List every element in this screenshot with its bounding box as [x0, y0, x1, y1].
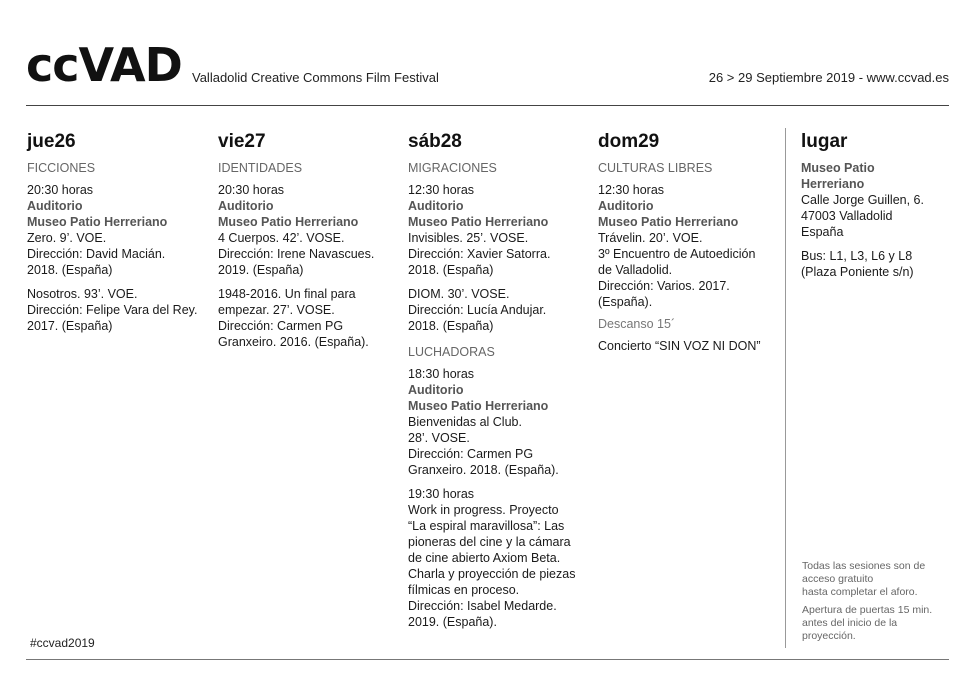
film-entry — [598, 230, 773, 310]
film-line: Dirección: Felipe Vara del Rey. — [27, 303, 198, 317]
address-line: España — [801, 225, 844, 239]
note-line: antes del inicio de la — [802, 617, 898, 629]
film-entry — [408, 286, 588, 334]
festival-dates: 26 > 29 Septiembre 2019 - www.ccvad.es — [708, 70, 949, 85]
venue-name: Museo Patio Herreriano — [218, 215, 359, 229]
address-line: 47003 Valladolid — [801, 209, 893, 223]
column-divider — [785, 128, 786, 648]
day-heading: dom29 — [598, 131, 660, 152]
film-line: Nosotros. 93’. VOE. — [27, 287, 138, 301]
venue-name: Museo Patio Herreriano — [27, 215, 168, 229]
film-line: (España). — [598, 295, 653, 309]
note-line: Todas las sesiones son de — [802, 560, 926, 572]
festival-subtitle: Valladolid Creative Commons Film Festival — [192, 70, 439, 85]
film-line: Dirección: Xavier Satorra. — [408, 247, 551, 261]
film-line: 1948-2016. Un final para — [218, 287, 356, 301]
venue-name: Museo Patio Herreriano — [408, 399, 549, 413]
film-line: fílmicas en proceso. — [408, 583, 520, 597]
film-line: 4 Cuerpos. 42’. VOSE. — [218, 231, 345, 245]
concert-label: Concierto “SIN VOZ NI DON” — [598, 339, 761, 353]
film-entry — [408, 414, 588, 478]
category-label: IDENTIDADES — [218, 161, 303, 175]
film-line: Dirección: Isabel Medarde. — [408, 599, 557, 613]
venue-room: Auditorio — [598, 199, 654, 213]
day-heading: lugar — [801, 131, 848, 152]
note-line: Apertura de puertas 15 min. — [802, 604, 933, 616]
film-line: Dirección: David Macián. — [27, 247, 166, 261]
film-entry — [408, 230, 588, 278]
day-heading: jue26 — [27, 131, 76, 152]
venue-room: Auditorio — [218, 199, 274, 213]
film-line: “La espiral maravillosa”: Las — [408, 519, 565, 533]
film-entry — [218, 230, 398, 278]
film-line: Invisibles. 25’. VOSE. — [408, 231, 529, 245]
session-time: 19:30 horas — [408, 487, 475, 501]
venue-room: Auditorio — [27, 199, 83, 213]
film-line: de cine abierto Axiom Beta. — [408, 551, 561, 565]
session-time: 12:30 horas — [598, 183, 665, 197]
column-dom29 — [598, 130, 773, 354]
film-line: Work in progress. Proyecto — [408, 503, 559, 517]
column-vie27 — [218, 130, 398, 350]
venue-room: Auditorio — [408, 383, 464, 397]
film-line: 2017. (España) — [27, 319, 113, 333]
film-entry — [218, 286, 398, 350]
category-label: LUCHADORAS — [408, 345, 495, 359]
film-entry — [408, 502, 588, 630]
session-time: 12:30 horas — [408, 183, 475, 197]
film-line: Dirección: Carmen PG — [408, 447, 534, 461]
venue-name: Herreriano — [801, 177, 865, 191]
day-heading: vie27 — [218, 131, 266, 152]
doors-note — [802, 604, 952, 643]
note-line: hasta completar el aforo. — [802, 586, 918, 598]
film-entry — [27, 286, 212, 334]
film-line: de Valladolid. — [598, 263, 673, 277]
film-line: 2019. (España). — [408, 615, 497, 629]
film-line: Granxeiro. 2018. (España). — [408, 463, 559, 477]
bottom-divider — [26, 659, 949, 660]
bus-line: (Plaza Poniente s/n) — [801, 265, 914, 279]
film-line: Dirección: Carmen PG — [218, 319, 344, 333]
film-line: Zero. 9’. VOE. — [27, 231, 107, 245]
address-line: Calle Jorge Guillen, 6. — [801, 193, 924, 207]
hashtag: #ccvad2019 — [30, 636, 95, 650]
film-line: Dirección: Irene Navascues. — [218, 247, 375, 261]
bus-info — [801, 248, 951, 280]
film-line: Dirección: Varios. 2017. — [598, 279, 730, 293]
session-time: 20:30 horas — [27, 183, 94, 197]
column-sab28 — [408, 130, 588, 630]
film-line: pioneras del cine y la cámara — [408, 535, 571, 549]
top-divider — [26, 105, 949, 106]
film-line: empezar. 27’. VOSE. — [218, 303, 335, 317]
session-time: 18:30 horas — [408, 367, 475, 381]
film-line: 2018. (España) — [27, 263, 113, 277]
film-line: Bienvenidas al Club. — [408, 415, 522, 429]
film-line: 3º Encuentro de Autoedición — [598, 247, 756, 261]
note-line: proyección. — [802, 630, 856, 642]
film-entry — [27, 230, 212, 278]
category-label: FICCIONES — [27, 161, 96, 175]
film-line: Charla y proyección de piezas — [408, 567, 576, 581]
category-label: MIGRACIONES — [408, 161, 497, 175]
film-line: Granxeiro. 2016. (España). — [218, 335, 369, 349]
column-jue26 — [27, 130, 212, 334]
film-line: 28’. VOSE. — [408, 431, 470, 445]
festival-logo: ccVAD — [26, 38, 182, 92]
access-note — [802, 560, 952, 599]
venue-name: Museo Patio Herreriano — [408, 215, 549, 229]
film-line: 2018. (España) — [408, 263, 494, 277]
note-line: acceso gratuito — [802, 573, 874, 585]
venue-name: Museo Patio Herreriano — [598, 215, 739, 229]
bus-line: Bus: L1, L3, L6 y L8 — [801, 249, 913, 263]
category-label: CULTURAS LIBRES — [598, 161, 713, 175]
day-heading: sáb28 — [408, 131, 462, 152]
film-line: Dirección: Lucía Andujar. — [408, 303, 547, 317]
venue-room: Auditorio — [408, 199, 464, 213]
film-line: 2018. (España) — [408, 319, 494, 333]
venue-name: Museo Patio — [801, 161, 875, 175]
film-line: Trávelin. 20’. VOE. — [598, 231, 703, 245]
column-lugar — [801, 130, 951, 280]
film-line: 2019. (España) — [218, 263, 304, 277]
film-line: DIOM. 30’. VOSE. — [408, 287, 510, 301]
session-time: 20:30 horas — [218, 183, 285, 197]
break-label: Descanso 15´ — [598, 317, 676, 331]
venue-address — [801, 192, 951, 240]
